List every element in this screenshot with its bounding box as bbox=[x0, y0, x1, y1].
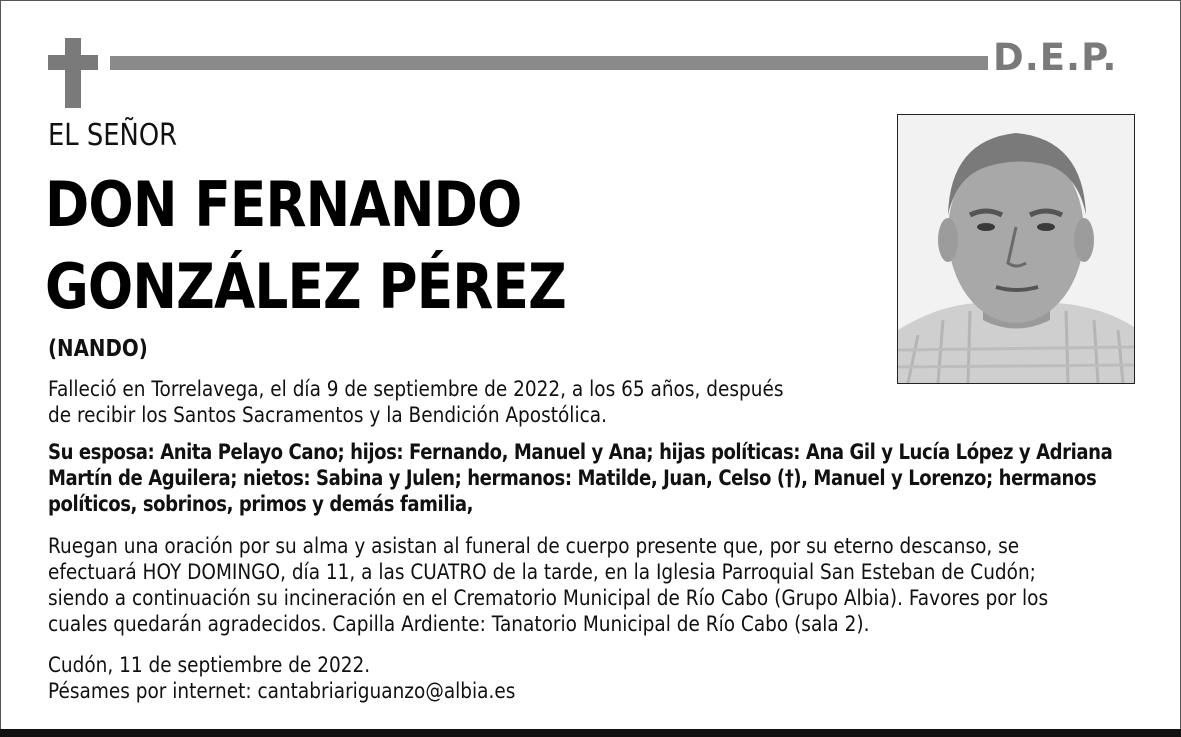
portrait-photo bbox=[897, 114, 1135, 384]
funeral-line: efectuará HOY DOMINGO, día 11, a las CUATRO de la tarde, en la Iglesia Parroquial San Esteban de Cudón; bbox=[48, 560, 1036, 585]
death-line: de recibir los Santos Sacramentos y la Bendición Apostólica. bbox=[48, 403, 607, 428]
family-line: Martín de Aguilera; nietos: Sabina y Julen; hermanos: Matilde, Juan, Celso (†), Manuel y Lorenzo; hermanos bbox=[48, 466, 1097, 490]
deceased-name-line2: GONZÁLEZ PÉREZ bbox=[45, 250, 566, 323]
condolences-email: Pésames por internet: cantabriariguanzo@albia.es bbox=[48, 679, 516, 704]
funeral-line: siendo a continuación su incineración en el Crematorio Municipal de Río Cabo (Grupo Albia). Favores por los bbox=[48, 586, 1049, 611]
header-rule bbox=[110, 56, 988, 70]
death-line: Falleció en Torrelavega, el día 9 de septiembre de 2022, a los 65 años, después bbox=[48, 377, 784, 402]
death-paragraph bbox=[48, 377, 831, 429]
funeral-line: cuales quedarán agradecidos. Capilla Ardiente: Tanatorio Municipal de Río Cabo (sala 2). bbox=[48, 612, 870, 637]
cross-icon bbox=[65, 38, 81, 108]
cross-icon-bar bbox=[48, 55, 98, 70]
family-line: Su esposa: Anita Pelayo Cano; hijos: Fernando, Manuel y Ana; hijas políticas: Ana Gil y Lucía López y Adriana bbox=[48, 440, 1113, 464]
funeral-line: Ruegan una oración por su alma y asistan al funeral de cuerpo presente que, por su eterno descanso, se bbox=[48, 534, 1020, 559]
funeral-paragraph bbox=[48, 534, 1123, 638]
title-prefix: EL SEÑOR bbox=[48, 118, 178, 153]
portrait-image bbox=[898, 115, 1134, 383]
dep-label: D.E.P. bbox=[993, 36, 1118, 79]
nickname: (NANDO) bbox=[48, 336, 148, 362]
family-paragraph bbox=[48, 439, 1113, 517]
place-date: Cudón, 11 de septiembre de 2022. bbox=[48, 653, 371, 678]
bottom-border bbox=[0, 729, 1181, 737]
family-line: políticos, sobrinos, primos y demás familia, bbox=[48, 492, 474, 516]
closing-paragraph bbox=[48, 653, 736, 705]
deceased-name-line1: DON FERNANDO bbox=[45, 168, 522, 241]
